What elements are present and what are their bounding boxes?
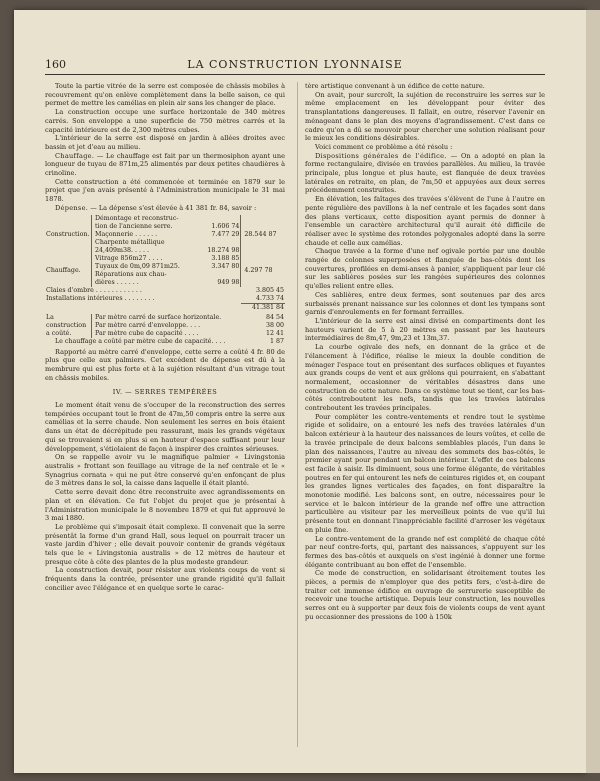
paragraph: Cette construction a été commencée et terminée en 1879 sur le projet que j'en avais présenté à l'Administration municipale le 31 mai 1878. [45,177,285,204]
run-in-heading: Dispositions générales de l'édifice. [315,151,447,160]
paragraph: Le problème qui s'imposait était complexe. Il convenait que la serre présentât la forme d'un grand Hall, sous lequel on pourrait tracer un vaste jardin d'hiver ; elle devait pouvoir contenir de grands végétaux tels que le « Livingstonia australis » de 12 mètres de hauteur et presque côte à côte des plantes de la plus modeste grandeur. [45,522,285,566]
paragraph: En élévation, les faîtages des travées s'élèvent de l'une à l'autre en pente régulière des pavillons à la nef centrale et les façades sont dans des plans verticaux, cette disposition ayant permis de donner à l'ensemble un caractère architectural qu'il aurait été difficile de réaliser avec le système des rotondes polygonales adopté dans la serre chaude et celle aux camélias. [305,195,545,247]
table-row: Charpente métallique [45,239,285,247]
expense-ledger [45,215,285,312]
grand-total: 41.381 84 [241,303,285,312]
paragraph: On se rappelle avoir vu le magnifique palmier « Livingstonia australis » frottant son feuillage au vitrage de la nef centrale et le « Synagrius cornata » qui ne put être conservé qu'en enfonçant de plus de 3 mètres dans le sol, la caisse dans laquelle il était planté. [45,453,285,488]
paragraph: Ce mode de construction, en solidarisant étroitement toutes les pièces, a permis de n'employer que des petits fers, c'est-à-dire de traiter cet immense édifice en ouvrage de serrurerie susceptible de recevoir une touche artistique. Depuis leur construction, les nouvelles serres ont eu à supporter par deux fois de violents coups de vent ayant pu occasionner des pressions de 100 à 150k [305,569,545,621]
paragraph: tère artistique convenant à un édifice de cette nature. [305,82,485,90]
paragraph: Cette serre devait donc être reconstruite avec agrandissements en plan et en élévation. Ce fut l'objet du projet que je présentai à l'Administration municipale le 8 novembre 1879 et qui fut approuvé le 3 mai 1880. [45,488,285,523]
paragraph: Chaque travée a la forme d'une nef ogivale portée par une double rangée de colonnes superposées et flanquée de bas-côtés dont les couvertures, profilées en demi-anses à panier, s'appliquent par leur clé sur les sablières posées sur les rangées supérieures des colonnes qu'elles relient entre elles. [305,247,545,291]
next-page-edge [586,10,600,773]
subtotal: 28.544 87 [244,230,277,238]
table-row: Réparations aux chau- [45,271,285,279]
subtotal: 4.297 78 [244,266,273,274]
table-row: Installations intérieures . . . . . . . . 4.733 74 [46,294,284,302]
column-divider [297,82,298,747]
ledger-group-label: Construction. [46,230,90,238]
table-row: 24,409m38. . . . . 18.274 98 [45,247,285,255]
table-row: Maçonnerie . . . . . . 7.477 29 [45,231,285,239]
running-header [45,58,545,72]
paragraph: Le contre-ventement de la grande nef est complété de chaque côté par neuf contre-forts, qui, partant des naissances, s'appuyent sur les fermes des bas-côtés et auxquels on s'est ingénié à donner une forme élégante contribuant au bon effet de l'ensemble. [305,534,545,569]
paragraph: Pour compléter les contre-ventements et rendre tout le système rigide et solidaire, on a entouré les nefs des travées latérales d'un balcon extérieur à la hauteur des naissances de leurs voûtes, et celle de la travée principale de deux balcons semblables placés, l'un dans le plan des naissances, l'autre au niveau des sommets des bas-côtés, le premier ayant pour pendant un balcon intérieur. L'effet de ces balcons est facile à saisir. Ils diminuent, sous une forme élégante, de véritables poutres en fer qui entourent les nefs de ceintures rigides et, en coupant les grandes lignes verticales des façades, en font disparaître la monotonie modifié. Les balcons sont, en outre, nécessaires pour le service et le balcon intérieur de la grande nef offre une attraction particulière au visiteur par les merveilleux points de vue qu'il lui présente tout en donnant l'inappréciable facilité d'arroser les végétaux en pluie fine. [305,412,545,534]
section-heading: IV. — SERRES TEMPÉRÉES [112,388,218,397]
paragraph: Le moment était venu de s'occuper de la reconstruction des serres tempérées occupant tout le front de 47m,50 compris entre la serre aux camélias et la serre chaude. Non seulement les serres en bois étaient dans un état de décrépitude peu rassurant, mais les grands végétaux qui se trouvaient si en plus si en hauteur d'espace suffisant pour leur développement, s'étiolaient de façon à inspirer des craintes sérieuses. [45,401,285,453]
paragraph: Voici comment ce problème a été résolu : [315,142,453,151]
paragraph: La construction occupe une surface horizontale de 340 mètres carrés. Son enveloppe a une superficie de 750 mètres carrés et la capacité intérieure est de 2,300 mètres cubes. [45,108,285,134]
left-column [45,82,285,593]
page-number: 160 [45,58,66,71]
journal-title: LA CONSTRUCTION LYONNAISE [187,58,403,71]
table-row: Par mètre cube de capacité . . . . 12 41 [45,330,285,338]
header-rule [45,74,545,75]
table-row: Tuyaux de 0m,09 871m25. 3.347 80 [45,263,285,271]
paragraph: Rapporté au mètre carré d'enveloppe, cette serre a coûté 4 fr. 80 de plus que celle aux palmiers. Cet excédent de dépense est dû à la membrure qui est plus forte et à la sujétion résultant d'un vitrage tout en châssis mobiles. [45,347,285,382]
table-row [45,303,285,312]
unit-cost-table [45,314,285,346]
paragraph: Dispositions générales de l'édifice. — On a adopté en plan la forme rectangulaire, divisée en travées parallèles. Au milieu, la travée principale, plus longue et plus haute, est flanquée de deux travées latérales en retraite, en plan, de 7m,50 et appuyées aux deux serres précédemment construites. [305,151,545,195]
paragraph: Dépense. — La dépense s'est élevée à 41 381 fr. 84, savoir : [55,203,257,212]
paragraph: L'intérieur de la serre est ainsi divisé en compartiments dont les hauteurs varient de 5 à 20 mètres en passant par les hauteurs intermédiaires de 8m,47, 9m,23 et 13m,37. [305,316,545,343]
table-row: Le chauffage a coûté par mètre cube de capacité. . . . 1 87 [55,337,284,345]
paragraph: L'intérieur de la serre est disposé en jardin à allées droites avec bassin et jet d'eau au milieu. [45,134,285,151]
table-row: tion de l'ancienne serre. 1.606 74 [45,223,285,231]
table-row: Claies d'ombre . . . . . . . . . . . . 3.805 45 [46,286,284,294]
paragraph: La courbe ogivale des nefs, en donnant de la grâce et de l'élancement à l'édifice, réalise le mieux la double condition de ménager l'espace tout en présentant des surfaces obliques et fuyantes aux grands coups de vent et aux grêlons qui pourraient, en s'abattant normalement, occasionner de véritables désastres dans une construction de cette nature. Dans ce système tout se tient, car les bas-côtés contreboutent les nefs, tandis que les travées latérales contreboutent les travées principales. [305,343,545,413]
paragraph: Chauffage. — Le chauffage est fait par un thermosiphon ayant une longueur de tuyau de 871m,25 alimentés par deux petites chaudières à crinoline. [45,151,285,178]
table-row: Par mètre carré d'enveloppe. . . . 38 00 [45,322,285,330]
right-column [305,82,545,622]
table-row: Construction. Démontage et reconstruc- 28.544 87 [45,215,285,223]
paragraph: Ces sablières, entre deux fermes, sont soutenues par des arcs surbaissés prenant naissance sur les colonnes et dont les tympans sont garnis d'enroulements en fer formant ferrailles. [305,290,545,317]
paragraph: La construction devait, pour résister aux violents coups de vent si fréquents dans la contrée, présenter une grande rigidité qu'il fallait concilier avec l'élégance et en quelque sorte le carac- [45,566,285,592]
table-row: Chauffage. Vitrage 856m27 . . . . 3.188 85 4.297 78 [45,255,285,263]
table-row: La construction a coûté. Par mètre carré de surface horizontale. 84 54 [46,313,284,337]
table-row: dières . . . . . . 949 98 [45,279,285,287]
ledger-group-label: Chauffage. [46,266,81,274]
run-in-heading: Chauffage. [55,151,95,160]
paragraph: Toute la partie vitrée de la serre est composée de châssis mobiles à recouvrement qu'on enlève complètement dans la belle saison, ce qui permet de mettre les camélias en plein air sans les changer de place. [45,82,285,108]
paragraph: On avait, pour surcroît, la sujétion de reconstruire les serres sur le même emplacement en les développant pour éviter des transplantations dangereuses. Il fallait, en outre, réserver l'avenir en ménageant dans le plan des moyens d'agrandissement. C'est dans ce cadre qu'on a dû se mouvoir pour chercher une solution réalisant pour le mieux les conditions désirables. [305,90,545,143]
run-in-heading: Dépense. [55,203,89,212]
